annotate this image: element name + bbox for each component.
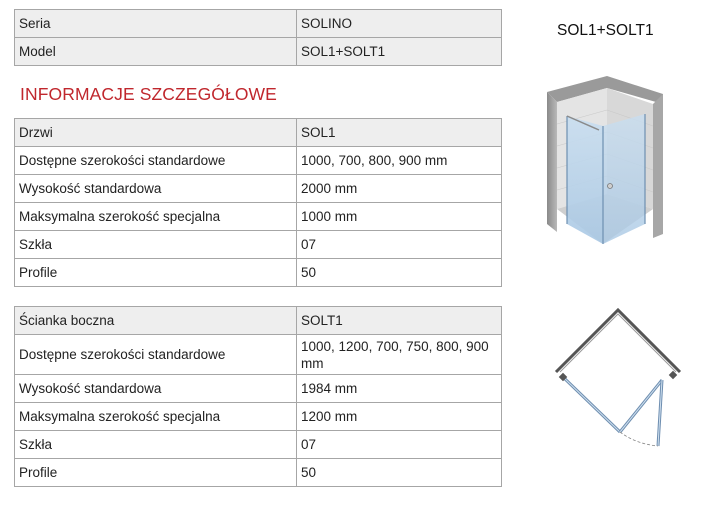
row-label: Wysokość standardowa bbox=[15, 175, 297, 203]
row-value: 07 bbox=[297, 231, 502, 259]
row-value: 2000 mm bbox=[297, 175, 502, 203]
model-label: Model bbox=[15, 38, 297, 66]
door-header-label: Drzwi bbox=[15, 119, 297, 147]
door-specs-table bbox=[14, 118, 502, 287]
table-row bbox=[15, 431, 502, 459]
section-heading: INFORMACJE SZCZEGÓŁOWE bbox=[20, 84, 277, 104]
row-label: Wysokość standardowa bbox=[15, 375, 297, 403]
table-row bbox=[15, 175, 502, 203]
row-label: Maksymalna szerokość specjalna bbox=[15, 403, 297, 431]
row-value: 50 bbox=[297, 259, 502, 287]
series-label: Seria bbox=[15, 10, 297, 38]
row-value: 1000, 1200, 700, 750, 800, 900 mm bbox=[297, 335, 502, 375]
series-value: SOLINO bbox=[297, 10, 502, 38]
table-row bbox=[15, 231, 502, 259]
table-row bbox=[15, 375, 502, 403]
panel-header-label: Ścianka boczna bbox=[15, 307, 297, 335]
row-value: 07 bbox=[297, 431, 502, 459]
table-header-row bbox=[15, 119, 502, 147]
row-label: Dostępne szerokości standardowe bbox=[15, 335, 297, 375]
shower-enclosure-3d-image bbox=[537, 74, 671, 254]
table-row bbox=[15, 203, 502, 231]
panel-header-value: SOLT1 bbox=[297, 307, 502, 335]
model-value: SOL1+SOLT1 bbox=[297, 38, 502, 66]
table-header-row bbox=[15, 307, 502, 335]
row-value: 1200 mm bbox=[297, 403, 502, 431]
row-label: Profile bbox=[15, 259, 297, 287]
row-label: Maksymalna szerokość specjalna bbox=[15, 203, 297, 231]
row-label: Profile bbox=[15, 459, 297, 487]
row-label: Szkła bbox=[15, 231, 297, 259]
table-row bbox=[15, 335, 502, 375]
row-value: 50 bbox=[297, 459, 502, 487]
table-row bbox=[15, 147, 502, 175]
row-value: 1000, 700, 800, 900 mm bbox=[297, 147, 502, 175]
shower-plan-view-diagram bbox=[550, 306, 690, 454]
table-row bbox=[15, 259, 502, 287]
row-value: 1984 mm bbox=[297, 375, 502, 403]
series-model-table bbox=[14, 9, 502, 66]
table-row bbox=[15, 38, 502, 66]
table-row bbox=[15, 403, 502, 431]
row-value: 1000 mm bbox=[297, 203, 502, 231]
table-row bbox=[15, 459, 502, 487]
side-panel-specs-table bbox=[14, 306, 502, 487]
door-header-value: SOL1 bbox=[297, 119, 502, 147]
row-label: Dostępne szerokości standardowe bbox=[15, 147, 297, 175]
table-row bbox=[15, 10, 502, 38]
model-title: SOL1+SOLT1 bbox=[557, 22, 654, 39]
row-label: Szkła bbox=[15, 431, 297, 459]
